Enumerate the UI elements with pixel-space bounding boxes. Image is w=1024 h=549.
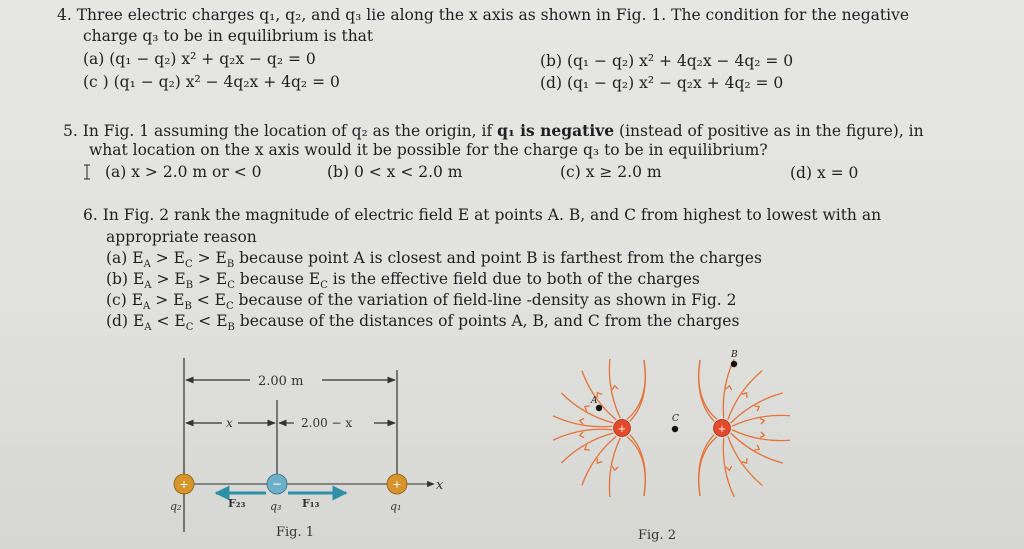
q6-stem-line2: appropriate reason	[106, 228, 257, 246]
fig2-point-a-label: A	[591, 396, 598, 406]
q4-option-b: (b) (q₁ − q₂) x² + 4q₂x − 4q₂ = 0	[540, 52, 794, 70]
fig2-field-arrowhead-1	[597, 458, 602, 463]
fig2-field-arrowhead-5	[585, 406, 590, 411]
fig2-field-line-22	[630, 434, 646, 496]
fig2-field-arrowhead-6	[597, 393, 602, 398]
fig2-field-arrowhead-4	[580, 418, 584, 424]
q5-option-a: (a) x > 2.0 m or < 0	[105, 163, 262, 181]
q4-option-d: (d) (q₁ − q₂) x² − q₂x + 4q₂ = 0	[540, 74, 784, 92]
fig2-field-line-0	[609, 438, 620, 497]
fig2-field-line-21	[699, 437, 717, 496]
fig2-point-c	[672, 426, 678, 432]
fig1-q1-label: q₁	[390, 500, 402, 513]
fig2-field-arrowhead-0	[612, 466, 618, 470]
fig2-field-arrowhead-11	[760, 418, 764, 424]
fig2-field-line-7	[609, 359, 620, 418]
fig2-point-c-label: C	[672, 414, 679, 424]
fig1-q1-sign: +	[392, 478, 402, 491]
fig2-field-line-4	[553, 416, 612, 427]
fig2-field-arrowhead-14	[742, 458, 747, 463]
fig1-dim-rest: 2.00 − x	[301, 416, 353, 430]
q6-option-a: (a) $E_A > E_C > E_B$ because point A is closest and point B is farthest from the charges	[106, 249, 762, 271]
q6-stem-line1: 6. In Fig. 2 rank the magnitude of electric field E at points A. B, and C from highest to lowest with an	[83, 206, 882, 224]
q5-stem-line2: what location on the x axis would it be possible for the charge q₃ to be in equilibrium?	[89, 141, 768, 159]
q5-option-b: (b) 0 < x < 2.0 m	[327, 163, 463, 181]
figure-1	[150, 350, 460, 549]
fig2-field-line-12	[732, 430, 790, 441]
fig2-field-arrowhead-12	[760, 432, 764, 438]
fig2-field-line-3	[553, 429, 612, 440]
fig1-q3-sign: −	[271, 477, 283, 491]
fig2-field-arrowhead-7	[612, 386, 618, 390]
fig2-field-arrowhead-8	[726, 386, 732, 390]
fig2-field-line-16	[627, 360, 645, 419]
fig2-field-arrowhead-13	[754, 445, 759, 450]
q6-option-b: (b) $E_A > E_B > E_C$ because $E_C$ is the effective field due to both of the charges	[106, 270, 700, 292]
q5-stem-line1-c: (instead of positive as in the figure), in	[614, 122, 924, 140]
fig2-field-line-18	[630, 360, 646, 422]
fig2-point-b	[731, 361, 737, 367]
fig1-q2-sign: +	[179, 478, 189, 491]
fig2-field-arrowhead-10	[754, 406, 759, 411]
q5-stem-line1	[63, 121, 924, 141]
q5-option-c: (c) x ≥ 2.0 m	[560, 163, 662, 181]
fig2-field-line-2	[561, 433, 613, 463]
fig2-field-line-14	[728, 436, 762, 485]
fig1-dim-total: 2.00 m	[258, 374, 304, 389]
fig2-point-b-label: B	[731, 350, 738, 360]
figure-2	[550, 346, 790, 549]
fig2-field-line-20	[627, 437, 645, 496]
q4-option-c: (c ) (q₁ − q₂) x² − 4q₂x + 4q₂ = 0	[83, 73, 340, 91]
fig2-field-lines	[553, 359, 790, 497]
q4-stem-line1: 4. Three electric charges q₁, q₂, and q₃ lie along the x axis as shown in Fig. 1. The condition for the negative	[57, 6, 910, 24]
fig1-f23-label: F₂₃	[228, 497, 246, 510]
fig1-axis-label: x	[436, 478, 444, 493]
q4-option-a: (a) (q₁ − q₂) x² + q₂x − q₂ = 0	[83, 50, 316, 68]
q6-option-d: (d) $E_A < E_C < E_B$ because of the distances of points A, B, and C from the charges	[106, 312, 740, 334]
fig1-q3-label: q₃	[270, 500, 282, 513]
fig2-field-line-11	[732, 415, 790, 426]
fig2-field-arrowhead-2	[585, 445, 590, 450]
q6-option-c: (c) $E_A > E_B < E_C$ because of the variation of field-line -density as shown in Fig. 2	[106, 291, 737, 313]
fig2-field-line-19	[699, 360, 715, 422]
fig2-field-arrowhead-3	[580, 432, 584, 438]
q5-stem-emphasis: q₁ is negative	[497, 121, 615, 140]
fig2-field-line-17	[699, 360, 717, 419]
fig1-f13-label: F₁₃	[302, 497, 320, 510]
fig2-field-arrowhead-9	[742, 393, 747, 398]
text-cursor-icon	[83, 164, 91, 180]
fig2-right-charge-sign: +	[717, 424, 727, 435]
fig1-caption: Fig. 1	[276, 525, 315, 540]
fig2-field-arrowhead-15	[726, 466, 732, 470]
fig2-field-line-5	[561, 393, 613, 423]
q5-stem-line1-a: 5. In Fig. 1 assuming the location of q₂ as the origin, if	[63, 122, 498, 140]
fig1-q2-label: q₂	[170, 500, 182, 513]
fig2-field-line-9	[728, 371, 762, 420]
q4-stem-line2: charge q₃ to be in equilibrium is that	[83, 27, 374, 45]
fig2-caption: Fig. 2	[638, 528, 677, 543]
fig2-left-charge-sign: +	[617, 424, 627, 435]
fig2-field-line-23	[699, 434, 715, 496]
q5-option-d: (d) x = 0	[790, 164, 859, 182]
fig1-dim-x: x	[226, 416, 233, 430]
